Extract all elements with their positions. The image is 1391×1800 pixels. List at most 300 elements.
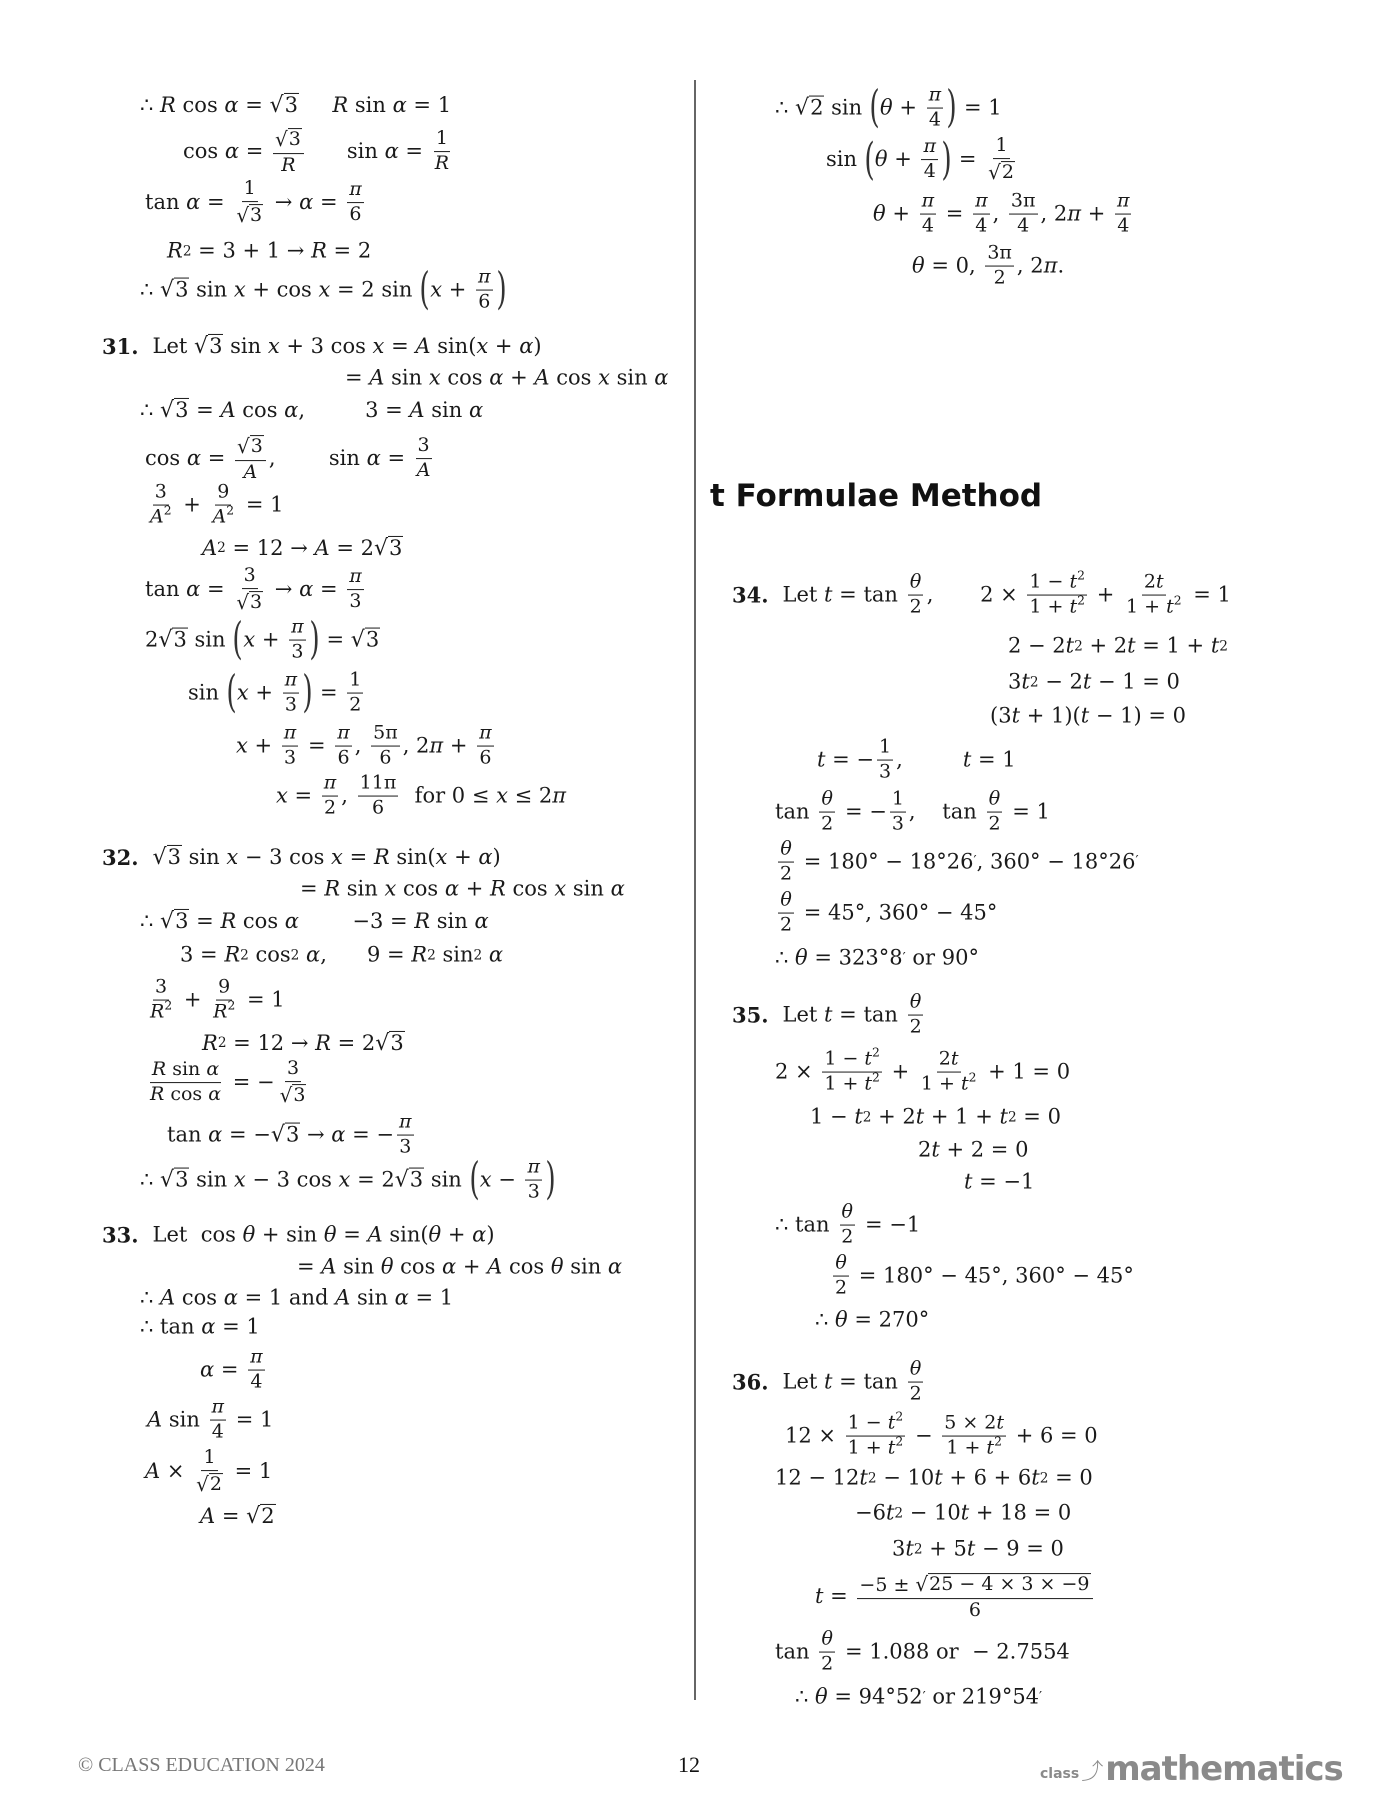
radicand	[1001, 161, 1015, 183]
square-root	[160, 1168, 189, 1192]
math-text: ∴	[140, 277, 161, 302]
numerator	[857, 1573, 1092, 1599]
math-variable: α	[223, 1285, 238, 1310]
math-text: + 3 cos	[279, 333, 373, 358]
math-text: ∴	[140, 1167, 161, 1192]
numerator	[434, 127, 450, 153]
math-text: = 1 +	[1135, 633, 1211, 658]
paren: )	[941, 133, 952, 185]
math-text: cos	[396, 876, 445, 901]
math-text: →	[300, 1122, 332, 1147]
equation-line	[140, 1285, 454, 1310]
numerator	[1027, 568, 1087, 596]
math-variable: t	[999, 1104, 1008, 1129]
square-root	[280, 1084, 307, 1106]
math-text: 1 −	[1029, 570, 1070, 593]
equation-line	[102, 334, 542, 358]
math-group	[152, 1059, 219, 1081]
math-group	[1125, 593, 1182, 618]
equation-line	[102, 845, 501, 869]
math-text: =	[297, 1254, 322, 1279]
math-variable: x	[267, 333, 280, 358]
numerator	[347, 565, 364, 591]
superscript: 2	[994, 1434, 1002, 1449]
denominator	[920, 215, 936, 237]
radicand	[209, 1473, 223, 1495]
numerator	[285, 1059, 301, 1082]
denominator	[1015, 215, 1031, 237]
math-text: ∴ tan	[140, 1314, 202, 1339]
equation-line	[145, 480, 284, 528]
math-text: 4	[1117, 214, 1130, 237]
paren: (	[419, 264, 430, 315]
denominator	[846, 1434, 906, 1459]
math-text: = 1	[215, 1314, 260, 1339]
math-text: 2	[1143, 570, 1156, 593]
fraction	[234, 179, 265, 227]
math-text: = 1 and	[237, 1285, 336, 1310]
math-text: +	[255, 627, 287, 652]
math-text: 3	[175, 277, 189, 302]
math-text: 6	[379, 746, 392, 769]
math-variable: R	[490, 876, 506, 901]
math-text: tan	[145, 190, 187, 215]
numerator	[358, 771, 399, 797]
radical-icon: √	[246, 1504, 261, 1529]
fraction	[908, 990, 924, 1038]
equation-line	[732, 990, 927, 1038]
math-text: = 1	[1186, 582, 1231, 607]
equation-line: 3 = R 2 cos 2 α , 9 = R 2 sin 2 α	[180, 942, 504, 967]
square-root	[158, 628, 187, 652]
math-text: 1 −	[810, 1104, 855, 1129]
math-text: cos	[505, 876, 555, 901]
math-text: sin	[336, 1254, 381, 1279]
numerator	[985, 241, 1014, 267]
numerator	[778, 888, 793, 914]
math-text: +	[177, 987, 209, 1012]
math-text: Let	[782, 1002, 825, 1027]
math-variable: α	[394, 1285, 409, 1310]
numerator	[908, 570, 923, 596]
numerator	[908, 990, 923, 1016]
math-text: 2 ×	[775, 1059, 820, 1084]
math-text: = −	[345, 1122, 395, 1147]
math-text: sin	[348, 92, 393, 117]
math-group	[212, 503, 235, 528]
math-variable: θ	[821, 787, 833, 810]
fraction	[289, 615, 306, 663]
denominator	[234, 202, 265, 227]
math-variable: π	[429, 733, 444, 758]
math-variable: α	[284, 908, 299, 933]
square-root	[160, 278, 189, 302]
math-variable: A	[200, 1503, 216, 1528]
math-text: cos	[183, 139, 225, 164]
math-text: , 360° − 18°26	[976, 849, 1136, 874]
radicand	[389, 1031, 404, 1055]
math-text: 4	[975, 214, 988, 237]
fraction	[211, 480, 237, 528]
equation-line	[140, 93, 451, 117]
fraction	[273, 128, 304, 176]
math-variable: t	[1031, 1465, 1040, 1490]
math-text: = −	[825, 747, 874, 772]
math-text: = 2	[330, 1030, 376, 1055]
radicand	[285, 1123, 300, 1147]
denominator	[370, 797, 386, 819]
math-variable: t	[1069, 570, 1078, 593]
math-variable: π	[478, 265, 491, 288]
denominator	[415, 459, 433, 481]
logo-small-text: class	[1040, 1766, 1080, 1782]
math-text: cos	[145, 446, 187, 471]
math-text: sin	[187, 627, 233, 652]
math-text: = 270°	[847, 1307, 930, 1332]
math-text: or 219°54	[925, 1684, 1040, 1709]
math-variable: α	[474, 908, 489, 933]
math-variable: α	[384, 139, 399, 164]
radicand	[249, 204, 263, 226]
math-text: = −1	[858, 1212, 921, 1237]
math-text: cos	[393, 1254, 443, 1279]
fraction	[371, 721, 400, 769]
math-text: Let	[782, 582, 825, 607]
math-variable: A	[321, 1254, 337, 1279]
math-text: , 9 =	[320, 942, 412, 967]
problem-number: 31.	[102, 333, 139, 359]
equation-line	[775, 1627, 1070, 1675]
math-variable: A	[243, 460, 258, 483]
math-text: 2	[938, 1047, 951, 1070]
math-text: .	[1057, 253, 1065, 278]
denominator	[194, 1471, 225, 1496]
numerator	[273, 128, 304, 154]
equation-line	[990, 703, 1186, 728]
math-text: 1 +	[1125, 595, 1167, 618]
fraction	[778, 837, 794, 885]
math-text: 2	[324, 796, 337, 819]
equation-line	[297, 1254, 623, 1279]
denominator	[839, 1226, 855, 1248]
radical-icon: √	[270, 1123, 285, 1148]
numerator	[242, 179, 258, 202]
math-variable: x	[435, 844, 448, 869]
denominator	[986, 159, 1017, 184]
math-text: =	[239, 139, 270, 164]
equation-line	[188, 667, 366, 718]
math-text: + 2 = 0	[939, 1137, 1029, 1162]
math-variable: t	[1210, 633, 1220, 658]
radical-icon: √	[194, 334, 209, 359]
math-text: ∴	[775, 945, 796, 970]
radicand	[172, 628, 187, 652]
math-variable: R	[411, 942, 428, 967]
math-text: ∴	[140, 397, 161, 422]
math-variable: π	[923, 135, 936, 158]
numerator	[201, 1448, 217, 1471]
math-text: sin	[162, 1407, 207, 1432]
math-variable: A	[314, 535, 330, 560]
equation-line: 12 − 12 t 2 − 10 t + 6 + 6 t 2 = 0	[775, 1465, 1093, 1490]
radicand	[208, 334, 223, 358]
fraction	[335, 721, 352, 769]
math-text: tan	[167, 1122, 209, 1147]
numerator	[153, 975, 169, 1001]
math-text: =	[336, 1222, 368, 1247]
page-number: 12	[678, 1752, 700, 1777]
denominator	[992, 267, 1008, 289]
fraction	[908, 570, 924, 618]
math-text: , 2	[402, 733, 430, 758]
math-text: 6	[349, 203, 362, 226]
equation-line	[732, 568, 1231, 618]
math-variable: t	[950, 1047, 959, 1070]
numerator	[833, 1251, 848, 1277]
fraction	[846, 1409, 906, 1459]
math-text: 6	[479, 746, 492, 769]
math-text: 3	[284, 693, 297, 716]
math-text: 2	[993, 266, 1006, 289]
math-text: sin	[424, 397, 469, 422]
radicand	[284, 93, 299, 117]
math-text: sin	[306, 139, 385, 164]
denominator	[526, 1181, 542, 1203]
square-root	[271, 1123, 300, 1147]
math-text: , tan	[908, 799, 984, 824]
math-text: = −1	[972, 1169, 1035, 1194]
numerator	[289, 615, 306, 641]
superscript: 2	[895, 1434, 904, 1449]
math-text: , 2 ×	[926, 582, 1025, 607]
math-variable: α	[208, 1083, 222, 1106]
math-text: + cos	[245, 277, 319, 302]
fraction	[839, 1200, 855, 1248]
square-root	[196, 1473, 223, 1495]
denominator	[433, 152, 451, 174]
math-variable: α	[186, 577, 201, 602]
math-group	[1144, 571, 1164, 593]
math-text: 5π	[373, 721, 398, 744]
denominator	[877, 761, 893, 783]
math-text: cos	[175, 1285, 224, 1310]
math-variable: α	[468, 397, 484, 422]
math-text: = 94°52	[827, 1684, 923, 1709]
square-root	[275, 128, 302, 150]
math-group	[847, 1434, 904, 1459]
fraction	[890, 787, 906, 835]
math-text: +	[459, 876, 490, 901]
math-text	[299, 945, 306, 966]
math-text: ≤ 2	[507, 783, 553, 808]
math-text: = 1	[408, 1285, 454, 1310]
math-text: + 2	[871, 1104, 916, 1129]
denominator	[377, 747, 393, 769]
math-text: 3	[285, 1122, 300, 1147]
denominator	[973, 215, 989, 237]
math-text: sin	[189, 1167, 234, 1192]
fraction	[148, 1058, 223, 1106]
math-variable: π	[399, 1110, 412, 1133]
math-variable: π	[291, 615, 304, 638]
math-text: =	[201, 446, 232, 471]
numerator	[846, 1409, 906, 1437]
math-variable: x	[554, 876, 567, 901]
equation-line	[873, 189, 1134, 237]
math-variable: t	[815, 1584, 824, 1609]
math-variable: R	[281, 153, 296, 176]
math-variable: α	[299, 577, 314, 602]
math-text: 4	[921, 214, 934, 237]
math-text: − 10	[876, 1465, 935, 1490]
radical-icon: √	[373, 536, 389, 561]
equation-line	[785, 1409, 1098, 1459]
math-text: +	[488, 333, 520, 358]
math-text: 6	[337, 746, 350, 769]
denominator	[819, 1653, 835, 1675]
fraction	[234, 566, 265, 614]
math-text: =	[200, 577, 232, 602]
fraction	[833, 1251, 849, 1299]
math-variable: x	[331, 844, 343, 869]
fraction	[877, 735, 893, 783]
math-text: sin(	[389, 844, 436, 869]
math-variable: π	[349, 565, 362, 588]
math-text: 3	[250, 591, 263, 614]
equation-line	[145, 435, 435, 483]
math-text: +	[456, 1254, 488, 1279]
denominator	[944, 1434, 1004, 1459]
denominator	[778, 863, 794, 885]
math-text: +	[1090, 582, 1121, 607]
math-variable: t	[986, 1436, 995, 1459]
radical-icon: √	[237, 434, 250, 459]
math-variable: θ	[323, 1222, 337, 1247]
radicand	[167, 845, 182, 869]
math-text: − 1 = 0	[1091, 669, 1180, 694]
math-variable: π	[250, 1345, 263, 1368]
math-text: 11π	[359, 771, 397, 794]
equation-line: 3 t 2 + 5 t − 9 = 0	[892, 1536, 1064, 1561]
fraction	[347, 668, 363, 716]
math-variable: t	[864, 1072, 873, 1095]
math-text: =	[313, 190, 345, 215]
math-variable: α	[200, 1357, 215, 1382]
fraction	[347, 178, 364, 226]
math-variable: R	[160, 92, 176, 117]
math-text: = 1	[1005, 799, 1050, 824]
fraction	[278, 1059, 309, 1107]
math-variable: θ	[550, 1254, 564, 1279]
fraction	[397, 1110, 414, 1158]
fraction	[525, 1155, 542, 1203]
math-text: for 0 ≤	[401, 783, 497, 808]
equation-line	[140, 1314, 260, 1339]
math-text: 9	[217, 480, 230, 503]
paren: )	[495, 264, 507, 315]
math-text: 1 +	[920, 1072, 961, 1095]
math-variable: θ	[780, 888, 792, 911]
denominator	[211, 503, 237, 528]
math-text: = 0	[1048, 1465, 1093, 1490]
math-text: + 1)(	[1020, 703, 1081, 728]
math-text: =	[200, 190, 232, 215]
math-text: 3	[250, 435, 263, 458]
radicand	[174, 1168, 189, 1192]
math-variable: t	[1011, 703, 1021, 728]
square-root	[194, 334, 223, 358]
math-variable: α	[442, 1254, 457, 1279]
math-text: 4	[211, 1420, 224, 1443]
math-text: − 10	[903, 1500, 961, 1525]
math-variable: x	[233, 277, 246, 302]
problem-number: 34.	[732, 582, 769, 608]
math-group	[859, 1574, 1090, 1596]
paren: )	[545, 1154, 556, 1205]
numerator	[397, 1110, 414, 1136]
numerator	[150, 1058, 221, 1084]
math-text: −	[908, 1423, 940, 1448]
fraction	[1027, 568, 1087, 618]
math-text: 3	[399, 1135, 412, 1158]
equation-line	[345, 365, 669, 390]
math-text: or 90°	[905, 945, 979, 970]
math-text: Let cos	[152, 1222, 243, 1247]
math-text: 3	[175, 908, 189, 933]
denominator	[148, 1083, 223, 1105]
paren: )	[302, 667, 313, 718]
fraction	[322, 771, 339, 819]
math-text: + 6 + 6	[942, 1465, 1032, 1490]
math-variable: x	[372, 333, 385, 358]
equation-line: 2 − 2 t 2 + 2 t = 1 + t 2	[1008, 633, 1228, 658]
math-variable: α	[284, 397, 299, 422]
math-variable: t	[1080, 703, 1090, 728]
math-text: 2	[909, 1015, 922, 1038]
radicand	[260, 1504, 275, 1528]
radical-icon: √	[375, 1031, 390, 1056]
math-variable: A	[147, 1407, 163, 1432]
equation-line: $\frac{\theta}{2}$ = 180° − 18°26 ′ , 360° − 18°26 ′	[780, 837, 1139, 885]
math-text: = 12 →	[225, 535, 315, 560]
logo-big-text: mathematics	[1105, 1749, 1343, 1789]
math-group	[946, 1434, 1002, 1459]
math-text: 2 − 2	[1008, 633, 1066, 658]
math-text: +	[248, 680, 280, 705]
math-text: = 2	[329, 535, 374, 560]
numerator	[248, 1345, 265, 1371]
math-group	[150, 503, 172, 528]
fraction	[819, 787, 835, 835]
math-variable: A	[220, 397, 236, 422]
math-text: =	[952, 147, 984, 172]
radical-icon: √	[152, 845, 167, 870]
math-text: =	[287, 783, 319, 808]
math-text: −5 ±	[859, 1574, 916, 1597]
math-text: = tan	[832, 1369, 905, 1394]
math-group	[847, 1409, 904, 1434]
radical-icon: √	[196, 1471, 209, 1496]
math-text: + 2	[1082, 633, 1128, 658]
math-text: 2	[1001, 161, 1014, 184]
math-text: 25 − 4 × 3 × −9	[929, 1573, 1090, 1596]
numerator	[477, 721, 494, 747]
math-text: 3	[892, 1536, 906, 1561]
math-variable: t	[1069, 595, 1078, 618]
square-root	[915, 1573, 1090, 1595]
math-text: cos	[248, 942, 291, 967]
superscript: 2	[872, 1070, 880, 1085]
